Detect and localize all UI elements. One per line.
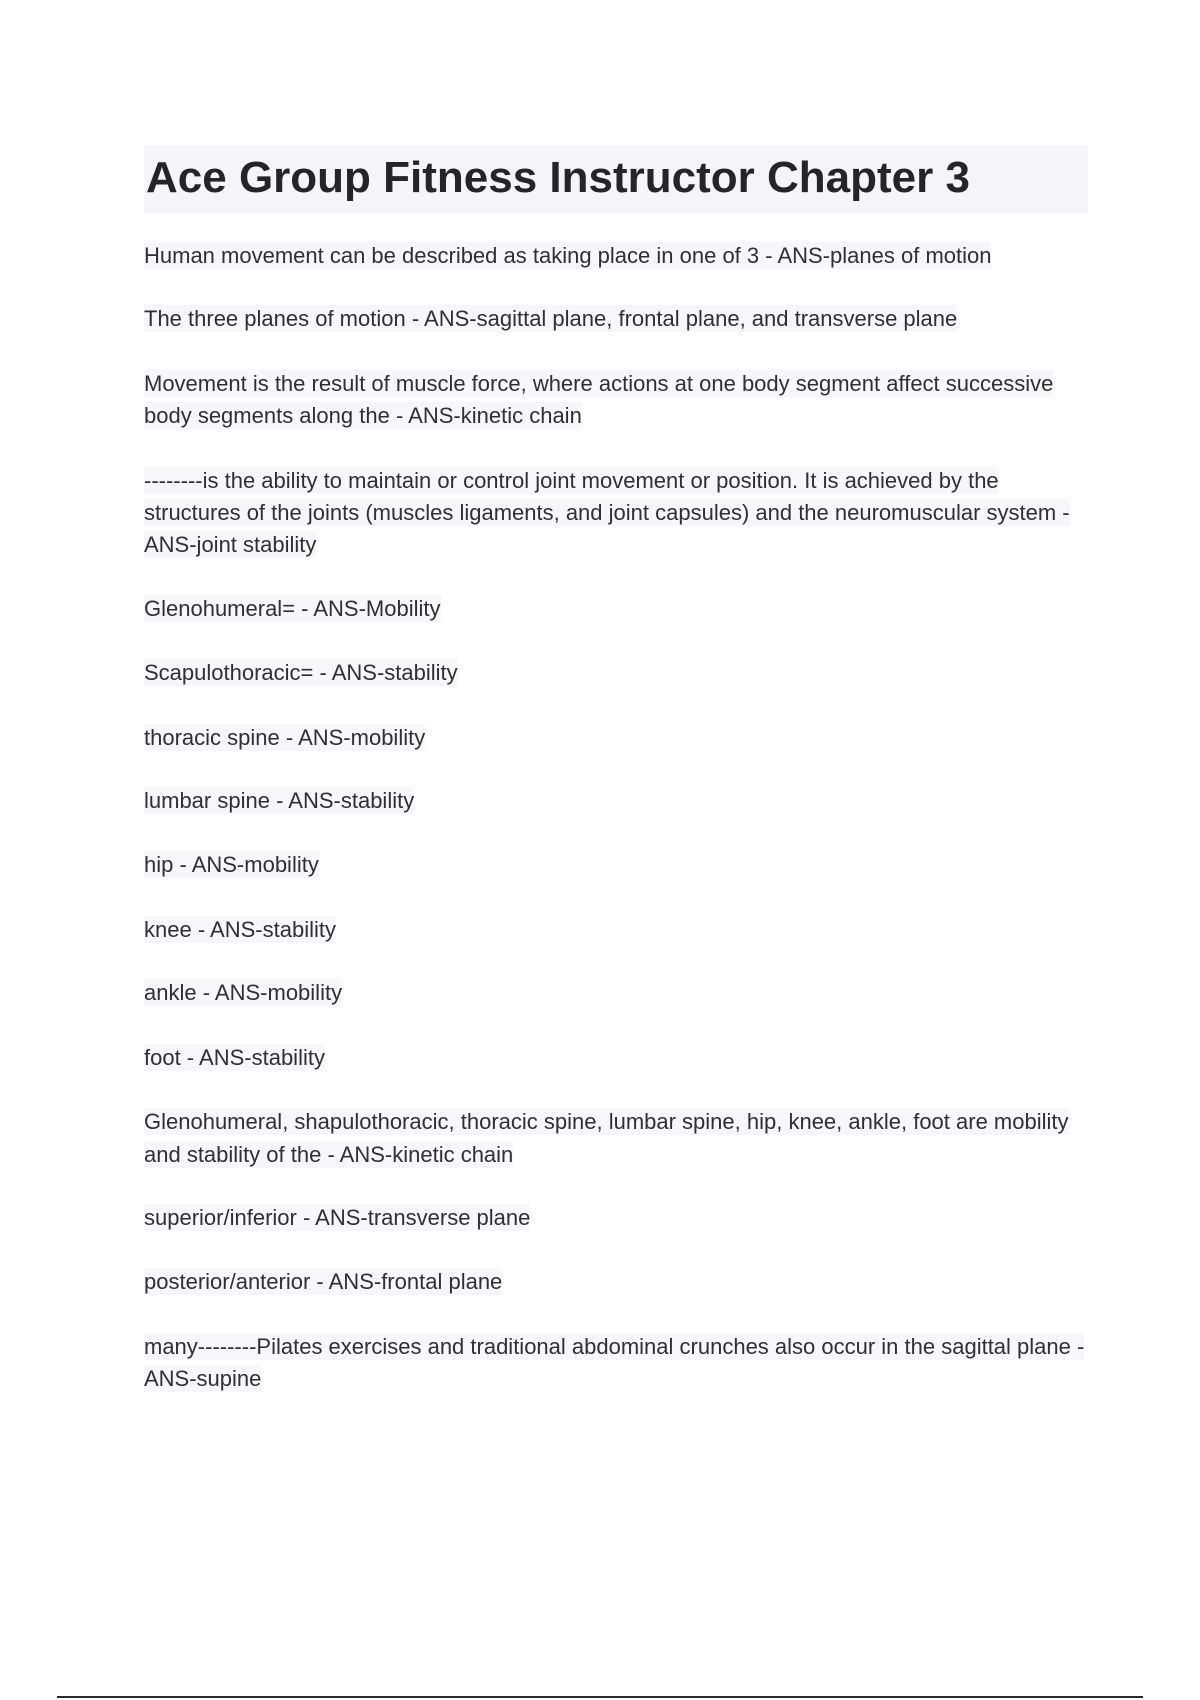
title-block [144,145,1088,213]
qa-text: The three planes of motion - ANS-sagittal plane, frontal plane, and transverse plane [144,306,958,332]
qa-text: superior/inferior - ANS-transverse plane [144,1204,531,1230]
qa-item [144,1266,1094,1298]
qa-text: knee - ANS-stability [144,916,336,942]
qa-text: thoracic spine - ANS-mobility [144,724,426,750]
qa-item [144,1331,1094,1396]
qa-item [144,914,1094,946]
qa-item [144,785,1094,817]
qa-text: Human movement can be described as taking place in one of 3 - ANS-planes of motion [144,243,992,268]
qa-item [144,240,1094,272]
qa-text: Movement is the result of muscle force, where actions at one body segment affect successive body segments along the - ANS-kinetic chain [144,370,1054,429]
qa-item [144,368,1094,433]
qa-text: --------is the ability to maintain or control joint movement or position. It is achieved by the structures of the joints (muscles ligaments, and joint capsules) and the neuromuscular system - ANS-joint stability [144,467,1070,558]
qa-item [144,1042,1094,1074]
qa-text: foot - ANS-stability [144,1044,325,1070]
qa-item [144,722,1094,754]
qa-text: Glenohumeral, shapulothoracic, thoracic spine, lumbar spine, hip, knee, ankle, foot are mobility and stability of the - ANS-kinetic chain [144,1109,1069,1167]
qa-item [144,849,1094,881]
qa-item [144,657,1094,689]
qa-item [144,303,1094,335]
qa-text: ankle - ANS-mobility [144,980,343,1006]
qa-list [144,240,1094,1396]
qa-item [144,1106,1094,1171]
footer-rule [57,1696,1143,1698]
qa-item [144,977,1094,1009]
qa-text: many--------Pilates exercises and traditional abdominal crunches also occur in the sagittal plane - ANS-supine [144,1333,1085,1392]
qa-item [144,1202,1094,1234]
page-title: Ace Group Fitness Instructor Chapter 3 [146,153,970,202]
qa-item [144,593,1094,625]
qa-text: lumbar spine - ANS-stability [144,788,415,814]
qa-item [144,465,1094,562]
qa-text: Scapulothoracic= - ANS-stability [144,660,458,686]
qa-text: hip - ANS-mobility [144,852,319,878]
qa-text: posterior/anterior - ANS-frontal plane [144,1269,503,1295]
qa-text: Glenohumeral= - ANS-Mobility [144,595,441,621]
